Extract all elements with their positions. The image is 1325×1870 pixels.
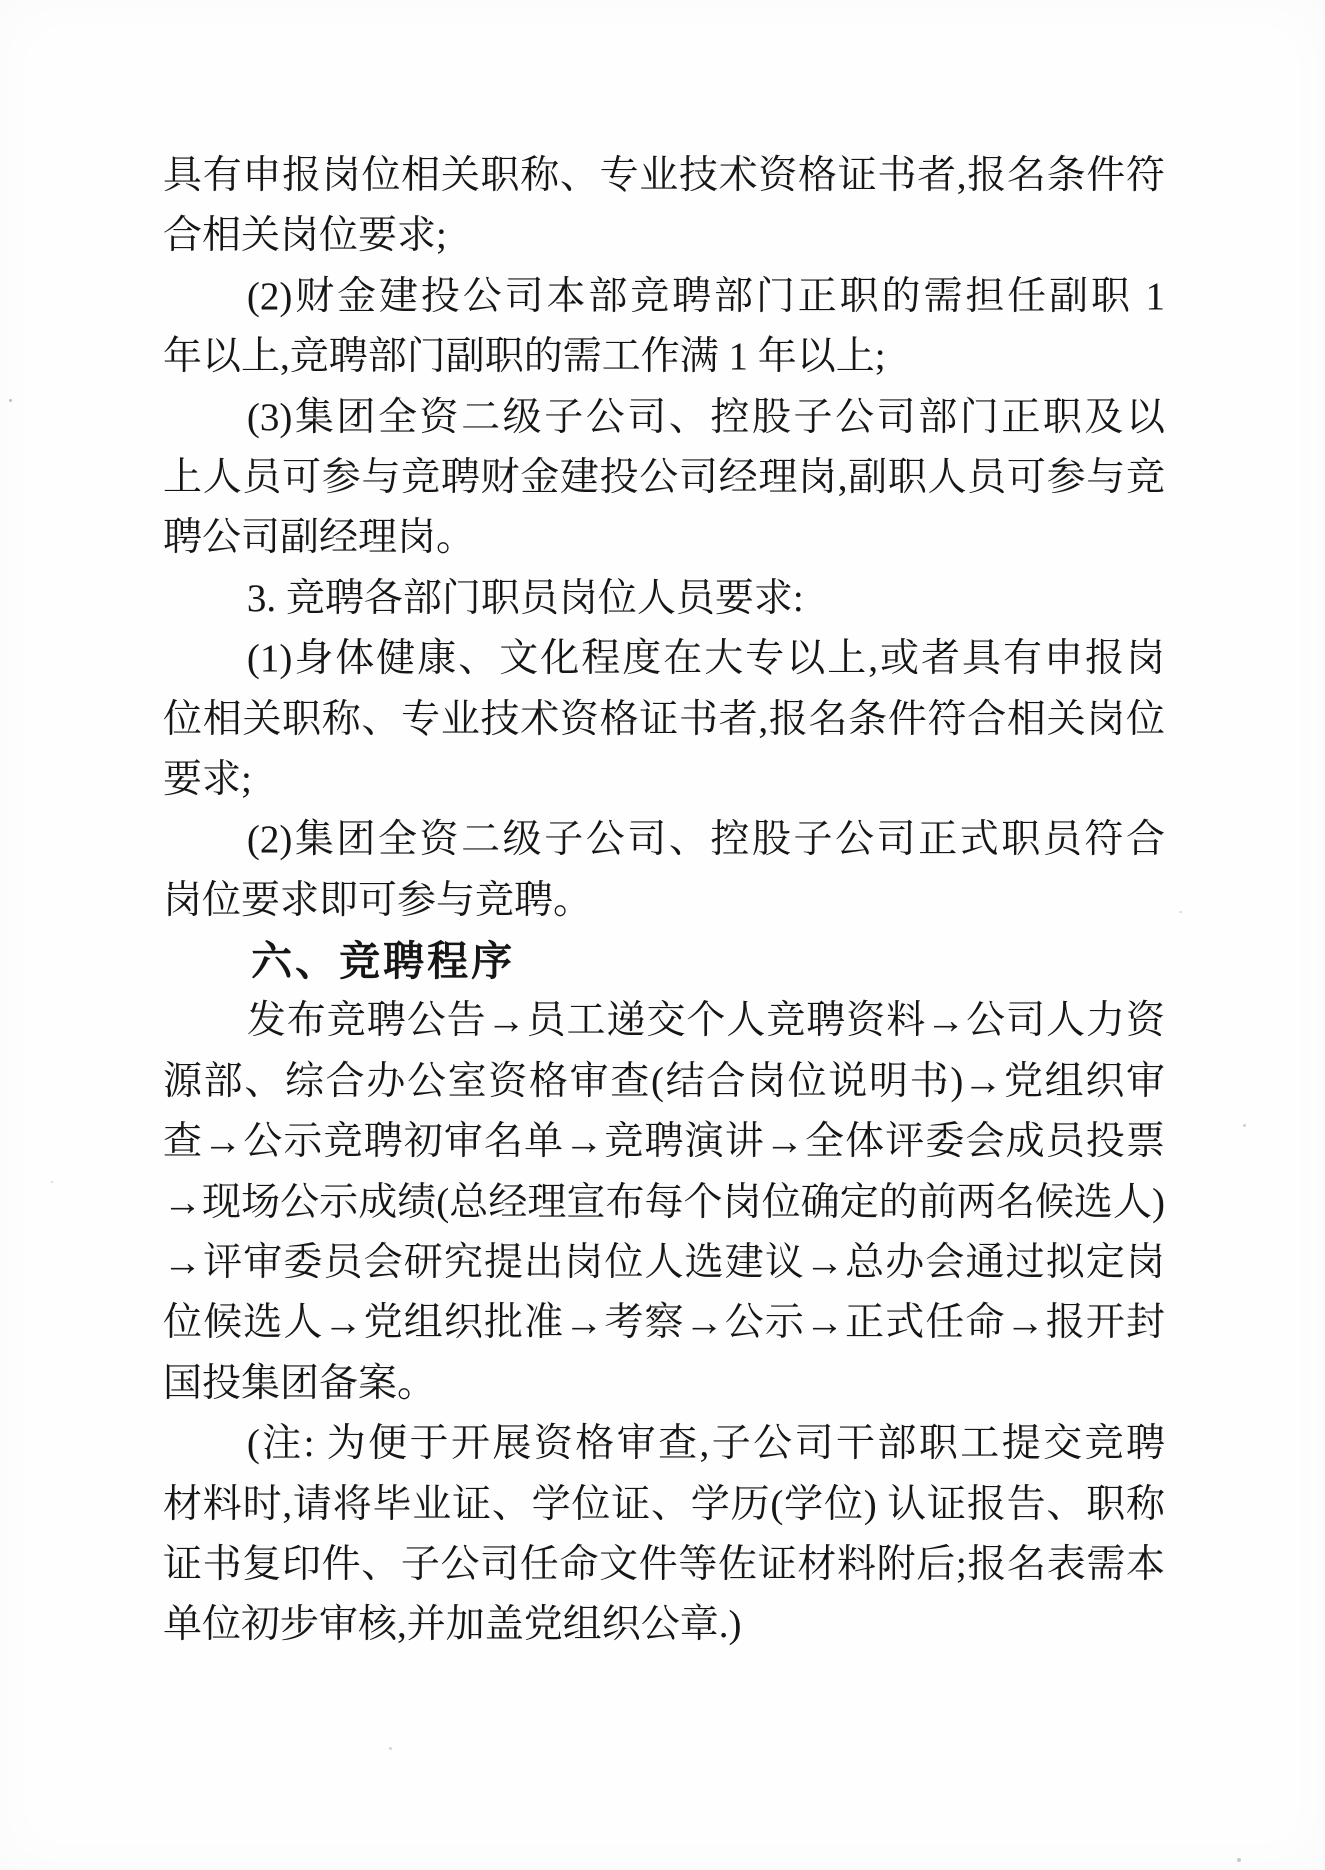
text-line: 年以上,竞聘部门副职的需工作满 1 年以上; — [163, 335, 886, 379]
paragraph-numbered-item — [163, 810, 1165, 931]
paragraph-numbered-item — [163, 388, 1165, 569]
paragraph-numbered-item — [163, 629, 1165, 810]
text-line: 上人员可参与竞聘财金建投公司经理岗,副职人员可参与竞 — [163, 455, 1165, 499]
text-line: 要求; — [163, 757, 252, 801]
text-line: 位候选人→党组织批准→考察→公示→正式任命→报开封 — [163, 1301, 1165, 1345]
text-line: 具有申报岗位相关职称、专业技术资格证书者,报名条件符 — [163, 154, 1165, 197]
document-body — [163, 146, 1165, 1656]
text-line: (1)身体健康、文化程度在大专以上,或者具有申报岗 — [246, 637, 1165, 681]
paragraph-numbered-item — [163, 569, 1165, 629]
text-line: (2)集团全资二级子公司、控股子公司正式职员符合 — [246, 818, 1165, 862]
text-line: (3)集团全资二级子公司、控股子公司部门正职及以 — [246, 395, 1165, 439]
paragraph-note — [163, 1414, 1165, 1656]
text-line: 位相关职称、专业技术资格证书者,报名条件符合相关岗位 — [163, 697, 1165, 741]
scan-speck — [51, 1181, 53, 1183]
scan-speck — [389, 1747, 392, 1750]
paragraph-section-heading — [163, 931, 1165, 991]
text-line: 单位初步审核,并加盖党组织公章.) — [163, 1603, 742, 1647]
paragraph-numbered-item — [163, 267, 1165, 388]
text-line: 发布竞聘公告→员工递交个人竞聘资料→公司人力资 — [246, 999, 1165, 1043]
text-line: 岗位要求即可参与竞聘。 — [163, 878, 593, 922]
text-line: 源部、综合办公室资格审查(结合岗位说明书)→党组织审 — [163, 1059, 1165, 1103]
text-line: 证书复印件、子公司任命文件等佐证材料附后;报名表需本 — [163, 1542, 1165, 1586]
text-line: (2)财金建投公司本部竞聘部门正职的需担任副职 1 — [246, 274, 1165, 318]
text-line: 合相关岗位要求; — [163, 214, 447, 258]
text-line: →评审委员会研究提出岗位人选建议→总办会通过拟定岗 — [163, 1241, 1165, 1285]
text-line: 查→公示竞聘初审名单→竞聘演讲→全体评委会成员投票 — [163, 1120, 1165, 1164]
text-line: (注: 为便于开展资格审查,子公司干部职工提交竞聘 — [246, 1422, 1165, 1466]
scan-speck — [1237, 1858, 1241, 1862]
text-line: 材料时,请将毕业证、学位证、学历(学位) 认证报告、职称 — [163, 1482, 1165, 1526]
text-line: 3. 竞聘各部门职员岗位人员要求: — [246, 576, 804, 620]
text-line: 六、竞聘程序 — [251, 938, 516, 985]
text-line: 国投集团备案。 — [163, 1361, 437, 1405]
paragraph-body — [163, 991, 1165, 1414]
text-line: →现场公示成绩(总经理宣布每个岗位确定的前两名候选人) — [163, 1180, 1165, 1224]
paragraph-body-continuation — [163, 146, 1165, 267]
scan-speck — [1179, 911, 1182, 913]
text-line: 聘公司副经理岗。 — [163, 516, 476, 560]
scan-speck — [9, 399, 12, 402]
scan-speck — [1243, 1124, 1246, 1127]
